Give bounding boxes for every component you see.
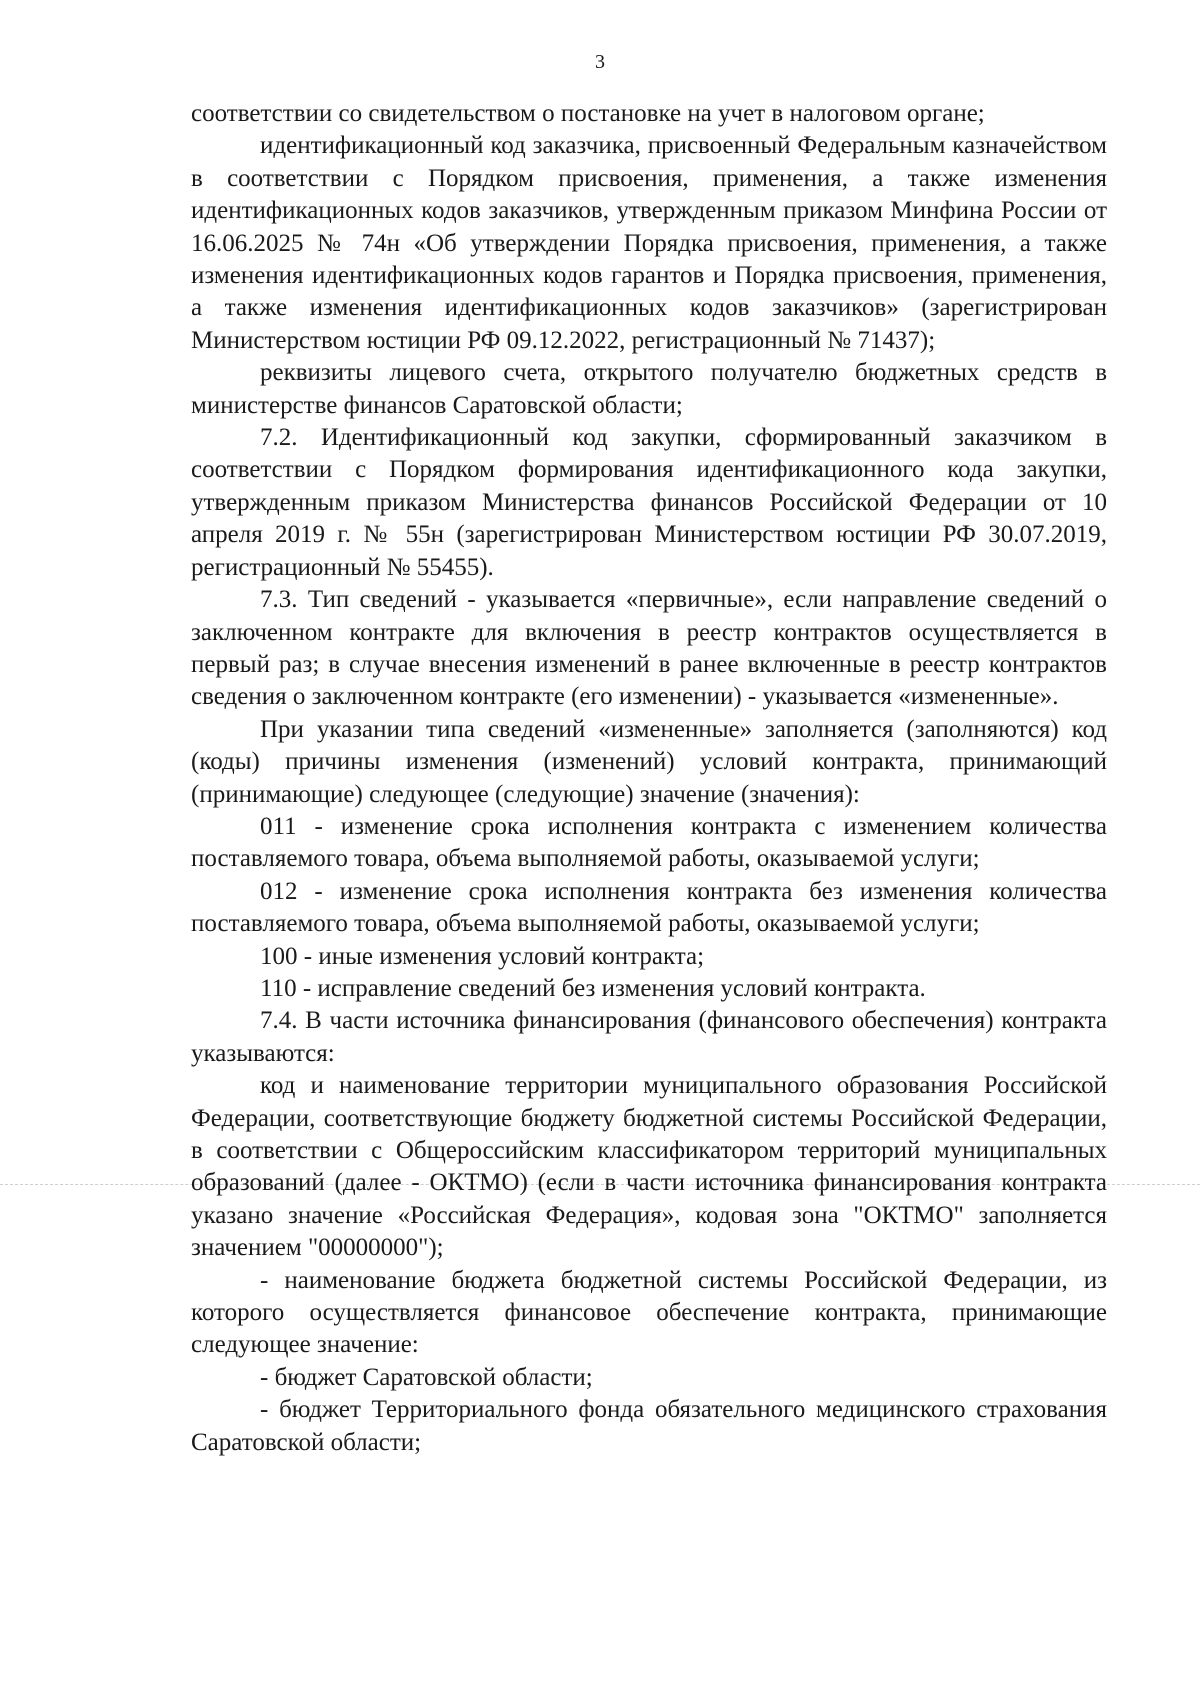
document-body (191, 98, 1107, 1459)
paragraph: соответствии со свидетельством о постановке на учет в налоговом органе; (191, 100, 985, 127)
paragraph: реквизиты лицевого счета, открытого получателю бюджетных средств в министерстве финансов Саратовской области; (191, 359, 1107, 419)
paragraph: идентификационный код заказчика, присвоенный Федеральным казначейством в соответствии с Порядком присвоения, применения, а также изменения идентификационных кодов заказчиков, утвержденным приказом Минфина России от 16.06.2025 № 74н «Об утверждении Порядка присвоения, применения, а также изменения идентификационных кодов гарантов и Порядка присвоения, применения, а также изменения идентификационных кодов заказчиков» (зарегистрирован Министерством юстиции РФ 09.12.2022, регистрационный № 71437); (191, 132, 1107, 354)
paragraph: 7.4. В части источника финансирования (финансового обеспечения) контракта указываются: (191, 1007, 1107, 1067)
list-item: 012 - изменение срока исполнения контракта без изменения количества поставляемого товара, объема выполняемой работы, оказываемой услуги; (191, 877, 1107, 938)
page-number: 3 (595, 51, 605, 73)
paragraph: При указании типа сведений «измененные» заполняется (заполняются) код (коды) причины изменения (изменений) условий контракта, принимающий (принимающие) следующее (следующие) значение (значения): (191, 715, 1107, 808)
list-item: 011 - изменение срока исполнения контракта с изменением количества поставляемого товара, объема выполняемой работы, оказываемой услуги; (191, 812, 1107, 873)
paragraph: код и наименование территории муниципального образования Российской Федерации, соответствующие бюджету бюджетной системы Российской Федерации, в соответствии с Общероссийским классификатором территорий муниципальных образований (далее - ОКТМО) (если в части источника финансирования контракта указано значение «Российская Федерация», кодовая зона "ОКТМО" заполняется значением "00000000"); (191, 1072, 1107, 1262)
paragraph: 7.3. Тип сведений - указывается «первичные», если направление сведений о заключенном контракте для включения в реестр контрактов осуществляется в первый раз; в случае внесения изменений в ранее включенные в реестр контрактов сведения о заключенном контракте (его изменении) - указывается «измененные». (191, 586, 1107, 711)
list-item: 110 - исправление сведений без изменения условий контракта. (260, 974, 926, 1002)
list-item: 100 - иные изменения условий контракта; (260, 942, 705, 970)
list-item: - бюджет Саратовской области; (260, 1363, 593, 1391)
paragraph: - наименование бюджета бюджетной системы Российской Федерации, из которого осуществляется финансовое обеспечение контракта, принимающие следующее значение: (191, 1266, 1107, 1359)
list-item: - бюджет Территориального фонда обязательного медицинского страхования Саратовской области; (191, 1396, 1107, 1456)
paragraph: 7.2. Идентификационный код закупки, сформированный заказчиком в соответствии с Порядком формирования идентификационного кода закупки, утвержденным приказом Министерства финансов Российской Федерации от 10 апреля 2019 г. № 55н (зарегистрирован Министерством юстиции РФ 30.07.2019, регистрационный № 55455). (191, 424, 1107, 581)
